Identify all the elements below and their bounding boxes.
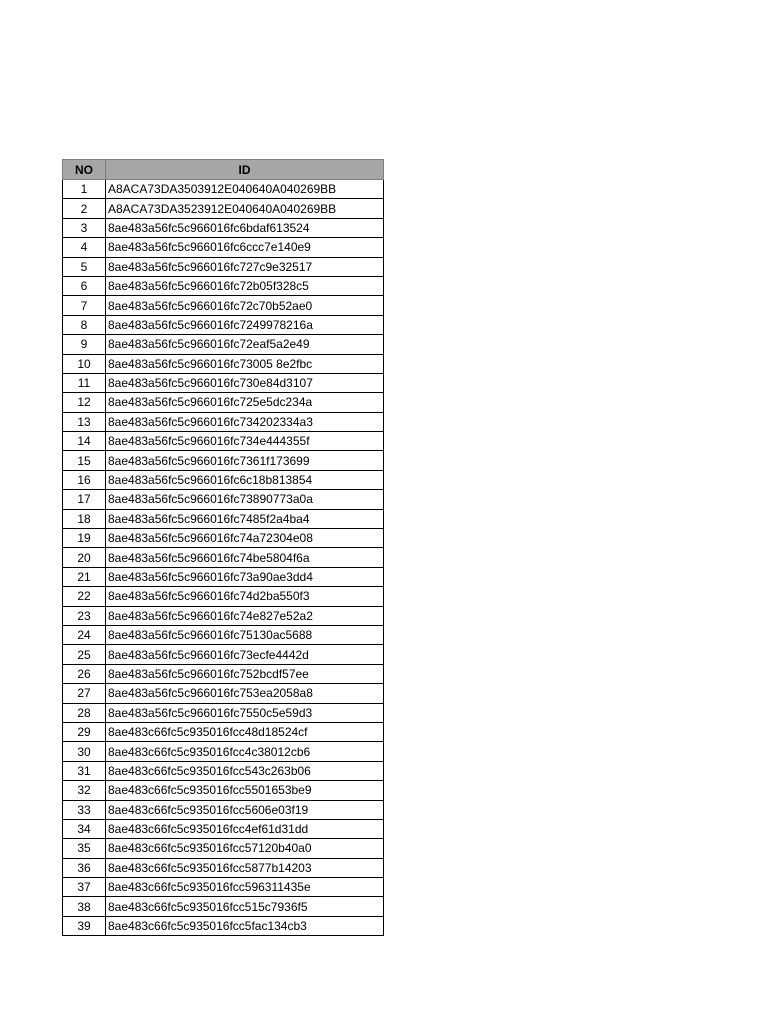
table-row (63, 315, 384, 334)
id-value-cell: 8ae483c66fc5c935016fcc4c38012cb6 (106, 742, 384, 761)
table-row (63, 606, 384, 625)
id-value-cell: 8ae483c66fc5c935016fcc5877b14203 (106, 858, 384, 877)
id-value-cell: 8ae483a56fc5c966016fc6bdaf613524 (106, 218, 384, 237)
table-row (63, 470, 384, 489)
id-value-cell: 8ae483a56fc5c966016fc7361f173699 (106, 451, 384, 470)
id-value-cell: 8ae483a56fc5c966016fc73005 8e2fbc (106, 354, 384, 373)
table-row (63, 393, 384, 412)
id-value-cell: 8ae483a56fc5c966016fc730e84d3107 (106, 373, 384, 392)
table-row (63, 218, 384, 237)
table-row (63, 199, 384, 218)
row-number-cell: 10 (63, 354, 106, 373)
row-number-cell: 27 (63, 684, 106, 703)
table-row (63, 703, 384, 722)
row-number-cell: 13 (63, 412, 106, 431)
row-number-cell: 38 (63, 897, 106, 916)
id-value-cell: 8ae483a56fc5c966016fc725e5dc234a (106, 393, 384, 412)
row-number-cell: 30 (63, 742, 106, 761)
table-row (63, 335, 384, 354)
id-value-cell: 8ae483a56fc5c966016fc7249978216a (106, 315, 384, 334)
id-value-cell: 8ae483c66fc5c935016fcc5fac134cb3 (106, 916, 384, 935)
id-value-cell: 8ae483c66fc5c935016fcc515c7936f5 (106, 897, 384, 916)
table-row (63, 354, 384, 373)
row-number-cell: 9 (63, 335, 106, 354)
row-number-cell: 2 (63, 199, 106, 218)
row-number-cell: 36 (63, 858, 106, 877)
id-value-cell: 8ae483a56fc5c966016fc727c9e32517 (106, 257, 384, 276)
row-number-cell: 25 (63, 645, 106, 664)
spreadsheet-page (62, 159, 384, 936)
table-row (63, 180, 384, 199)
id-value-cell: 8ae483a56fc5c966016fc753ea2058a8 (106, 684, 384, 703)
id-value-cell: 8ae483a56fc5c966016fc74be5804f6a (106, 548, 384, 567)
table-row (63, 645, 384, 664)
id-value-cell: 8ae483a56fc5c966016fc72c70b52ae0 (106, 296, 384, 315)
table-row (63, 742, 384, 761)
table-row (63, 567, 384, 586)
id-value-cell: 8ae483a56fc5c966016fc734e444355f (106, 432, 384, 451)
table-row (63, 664, 384, 683)
id-value-cell: A8ACA73DA3503912E040640A040269BB (106, 180, 384, 199)
id-value-cell: 8ae483c66fc5c935016fcc5606e03f19 (106, 800, 384, 819)
row-number-cell: 17 (63, 490, 106, 509)
row-number-cell: 32 (63, 781, 106, 800)
id-value-cell: 8ae483c66fc5c935016fcc4ef61d31dd (106, 819, 384, 838)
id-value-cell: 8ae483a56fc5c966016fc6ccc7e140e9 (106, 238, 384, 257)
id-value-cell: 8ae483a56fc5c966016fc7485f2a4ba4 (106, 509, 384, 528)
table-row (63, 432, 384, 451)
column-header-id: ID (106, 160, 384, 180)
table-row (63, 819, 384, 838)
id-value-cell: 8ae483c66fc5c935016fcc57120b40a0 (106, 839, 384, 858)
table-row (63, 238, 384, 257)
table-row (63, 839, 384, 858)
row-number-cell: 33 (63, 800, 106, 819)
table-row (63, 781, 384, 800)
row-number-cell: 12 (63, 393, 106, 412)
table-row (63, 276, 384, 295)
table-row (63, 722, 384, 741)
row-number-cell: 31 (63, 761, 106, 780)
table-row (63, 587, 384, 606)
row-number-cell: 6 (63, 276, 106, 295)
table-row (63, 800, 384, 819)
table-row (63, 451, 384, 470)
row-number-cell: 3 (63, 218, 106, 237)
table-row (63, 916, 384, 935)
row-number-cell: 16 (63, 470, 106, 489)
table-row (63, 625, 384, 644)
row-number-cell: 23 (63, 606, 106, 625)
table-body (63, 180, 384, 936)
table-header-row (63, 160, 384, 180)
row-number-cell: 20 (63, 548, 106, 567)
table-row (63, 684, 384, 703)
id-value-cell: 8ae483c66fc5c935016fcc543c263b06 (106, 761, 384, 780)
table-row (63, 878, 384, 897)
id-value-cell: 8ae483a56fc5c966016fc73ecfe4442d (106, 645, 384, 664)
id-value-cell: 8ae483a56fc5c966016fc73a90ae3dd4 (106, 567, 384, 586)
id-value-cell: 8ae483c66fc5c935016fcc5501653be9 (106, 781, 384, 800)
row-number-cell: 37 (63, 878, 106, 897)
row-number-cell: 34 (63, 819, 106, 838)
row-number-cell: 8 (63, 315, 106, 334)
table-row (63, 529, 384, 548)
id-value-cell: 8ae483c66fc5c935016fcc48d18524cf (106, 722, 384, 741)
id-value-cell: 8ae483c66fc5c935016fcc596311435e (106, 878, 384, 897)
table-row (63, 490, 384, 509)
id-value-cell: 8ae483a56fc5c966016fc6c18b813854 (106, 470, 384, 489)
row-number-cell: 11 (63, 373, 106, 392)
row-number-cell: 5 (63, 257, 106, 276)
id-value-cell: 8ae483a56fc5c966016fc74d2ba550f3 (106, 587, 384, 606)
id-value-cell: 8ae483a56fc5c966016fc74a72304e08 (106, 529, 384, 548)
row-number-cell: 15 (63, 451, 106, 470)
table-row (63, 761, 384, 780)
id-value-cell: 8ae483a56fc5c966016fc75130ac5688 (106, 625, 384, 644)
row-number-cell: 24 (63, 625, 106, 644)
row-number-cell: 19 (63, 529, 106, 548)
table-row (63, 257, 384, 276)
table-row (63, 412, 384, 431)
row-number-cell: 1 (63, 180, 106, 199)
table-row (63, 373, 384, 392)
row-number-cell: 29 (63, 722, 106, 741)
row-number-cell: 7 (63, 296, 106, 315)
table-row (63, 548, 384, 567)
table-row (63, 897, 384, 916)
column-header-no: NO (63, 160, 106, 180)
id-value-cell: 8ae483a56fc5c966016fc73890773a0a (106, 490, 384, 509)
row-number-cell: 18 (63, 509, 106, 528)
row-number-cell: 35 (63, 839, 106, 858)
row-number-cell: 26 (63, 664, 106, 683)
id-value-cell: 8ae483a56fc5c966016fc752bcdf57ee (106, 664, 384, 683)
row-number-cell: 28 (63, 703, 106, 722)
id-value-cell: 8ae483a56fc5c966016fc734202334a3 (106, 412, 384, 431)
id-value-cell: 8ae483a56fc5c966016fc74e827e52a2 (106, 606, 384, 625)
row-number-cell: 22 (63, 587, 106, 606)
row-number-cell: 21 (63, 567, 106, 586)
id-value-cell: 8ae483a56fc5c966016fc7550c5e59d3 (106, 703, 384, 722)
row-number-cell: 14 (63, 432, 106, 451)
id-value-cell: 8ae483a56fc5c966016fc72eaf5a2e49 (106, 335, 384, 354)
id-value-cell: 8ae483a56fc5c966016fc72b05f328c5 (106, 276, 384, 295)
table-row (63, 296, 384, 315)
table-row (63, 509, 384, 528)
row-number-cell: 4 (63, 238, 106, 257)
id-table (62, 159, 384, 936)
id-value-cell: A8ACA73DA3523912E040640A040269BB (106, 199, 384, 218)
table-row (63, 858, 384, 877)
row-number-cell: 39 (63, 916, 106, 935)
